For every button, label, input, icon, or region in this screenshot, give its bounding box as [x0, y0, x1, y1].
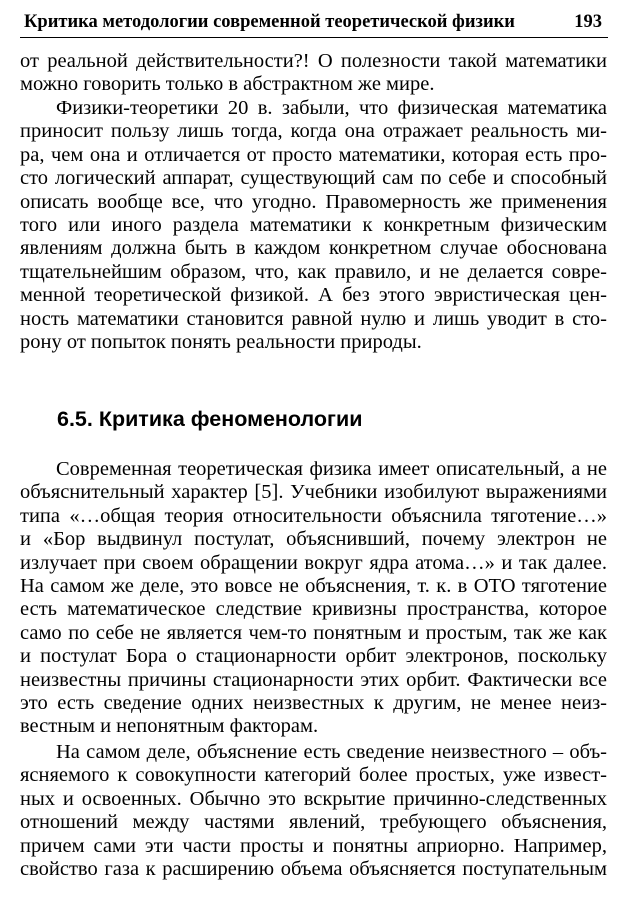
- text-line: объяснительный характер [5]. Учебники изобилуют выражениями: [20, 481, 607, 504]
- text-line: ных и освоенных. Обычно это вскрытие причинно-следственных: [20, 787, 607, 810]
- paragraph-continuation: [20, 50, 607, 97]
- text-line: само по себе не является чем-то понятным и простым, так же как: [20, 621, 607, 644]
- section-heading: 6.5. Критика феноменологии: [57, 407, 363, 431]
- paragraph: [20, 741, 607, 881]
- text-line: ра, чем она и отличается от просто математики, которая есть про-: [20, 143, 607, 166]
- text-line: Физики-теоретики 20 в. забыли, что физическая математика: [56, 97, 607, 119]
- text-line: типа «…общая теория относительности объяснила тяготение…»: [20, 504, 607, 527]
- text-line: На самом деле, объяснение есть сведение неизвестного – объ-: [56, 741, 607, 763]
- text-line: На самом же деле, это вовсе не объяснения, т. к. в ОТО тяготение: [20, 574, 607, 597]
- text-line: от реальной действительности?! О полезности такой математики: [20, 50, 607, 72]
- text-line: ясняемого к совокупности категорий более простых, уже извест-: [20, 764, 607, 787]
- page-number: 193: [574, 12, 602, 32]
- paragraph: [20, 458, 607, 739]
- text-line: описать вообще все, что угодно. Правомерность же применения: [20, 190, 607, 213]
- text-line: и «Бор выдвинул постулат, объяснивший, почему электрон не: [20, 528, 607, 551]
- text-line: явлениям должна быть в каждом конкретном случае обоснована: [20, 237, 607, 260]
- text-line: того или иного раздела математики к конкретным физическим: [20, 213, 607, 236]
- text-line: неизвестны причины стационарности этих орбит. Фактически все: [20, 668, 607, 691]
- text-line: приносит пользу лишь тогда, когда она отражает реальность ми-: [20, 120, 607, 143]
- text-line: есть математическое следствие кривизны пространства, которое: [20, 598, 607, 621]
- text-line: это есть сведение одних неизвестных к другим, не менее неиз-: [20, 691, 607, 714]
- text-line: Современная теоретическая физика имеет описательный, а не: [56, 458, 607, 480]
- text-line: ность математики становится равной нулю и лишь уводит в сто-: [20, 307, 607, 330]
- text-line: свойство газа к расширению объема объясняется поступательным: [20, 857, 607, 880]
- running-header: [20, 6, 608, 38]
- text-line: причем сами эти части просты и понятны априорно. Например,: [20, 834, 607, 857]
- running-title: Критика методологии современной теоретической физики: [24, 12, 515, 32]
- text-line: и постулат Бора о стационарности орбит электронов, поскольку: [20, 645, 607, 668]
- text-line: менной теоретической физикой. А без этого эвристическая цен-: [20, 284, 607, 307]
- paragraph: [20, 97, 607, 354]
- text-line: излучает при своем обращении вокруг ядра атома…» и так далее.: [20, 551, 607, 574]
- text-line: отношений между частями явлений, требующего объяснения,: [20, 811, 607, 834]
- text-line: вестным и непонятным факторам.: [20, 715, 319, 738]
- text-line: рону от попыток понять реальности природы.: [20, 330, 422, 353]
- text-line: тщательнейшим образом, что, как правило, и не делается совре-: [20, 260, 607, 283]
- text-line: сто логический аппарат, существующий сам по себе и способный: [20, 167, 607, 190]
- text-line: можно говорить только в абстрактном же мире.: [20, 73, 435, 96]
